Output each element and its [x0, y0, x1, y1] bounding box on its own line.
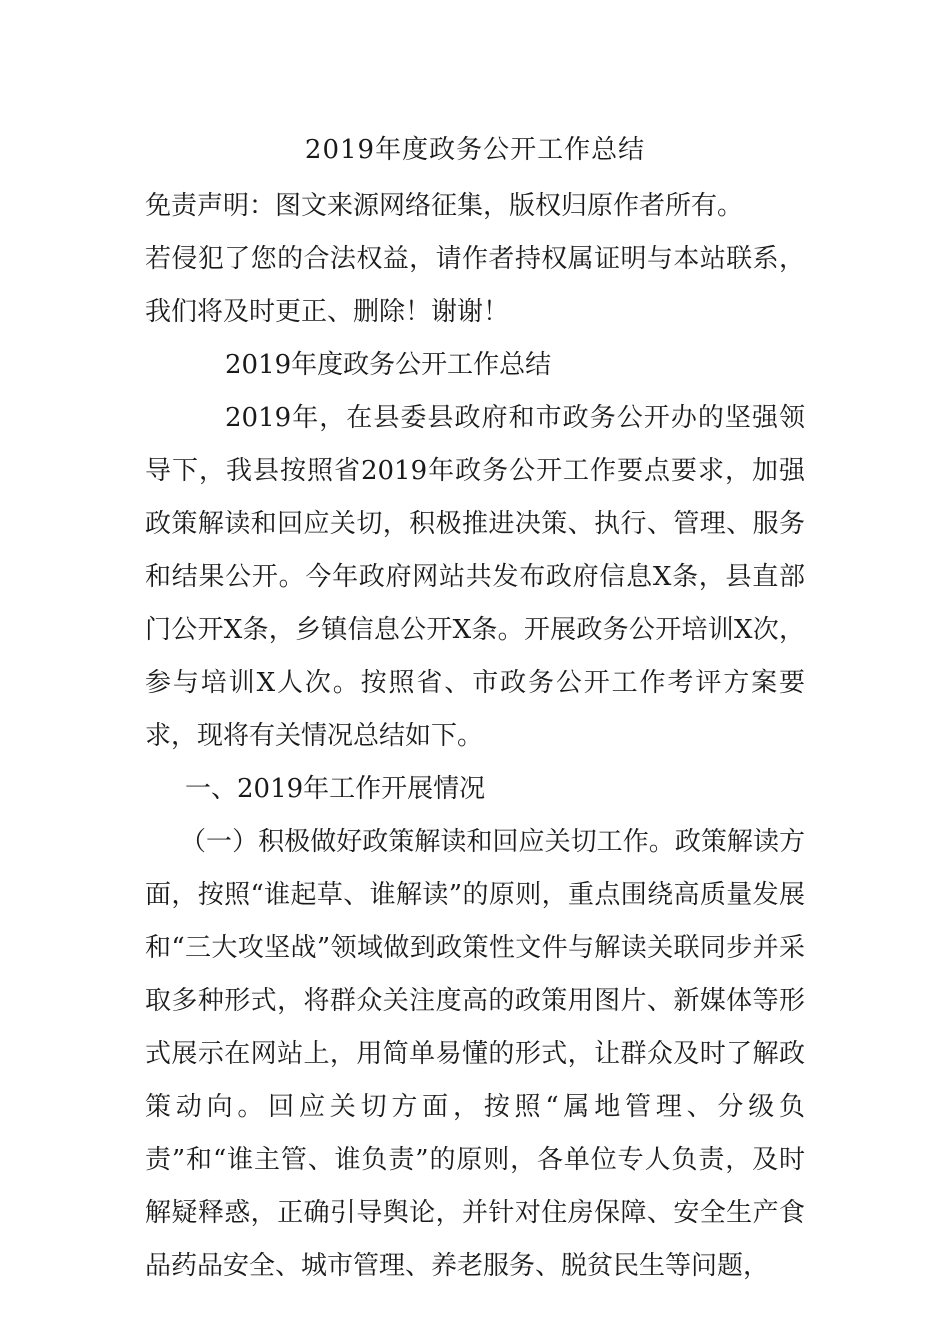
intro-paragraph: 2019年，在县委县政府和市政务公开办的坚强领导下，我县按照省2019年政务公开工作要点要求，加强政策解读和回应关切，积极推进决策、执行、管理、服务和结果公开。今年政府网站共发布政府信息X条，县直部门公开X条，乡镇信息公开X条。开展政务公开培训X次，参与培训X人次。按照省、市政务公开工作考评方案要求，现将有关情况总结如下。: [145, 403, 805, 751]
document-subtitle: 2019年度政务公开工作总结: [225, 350, 552, 380]
disclaimer-line-2: 若侵犯了您的合法权益，请作者持权属证明与本站联系，我们将及时更正、删除！谢谢！: [145, 244, 805, 327]
section-heading: 一、2019年工作开展情况: [185, 774, 486, 804]
document-body: [145, 180, 805, 1293]
document-title: 2019年度政务公开工作总结: [304, 135, 646, 165]
disclaimer-line-1: 免责声明：图文来源网络征集，版权归原作者所有。: [145, 191, 744, 221]
section-paragraph: （一）积极做好政策解读和回应关切工作。政策解读方面，按照“谁起草、谁解读”的原则，重点围绕高质量发展和“三大攻坚战”领域做到政策性文件与解读关联同步并采取多种形式，将群众关注度高的政策用图片、新媒体等形式展示在网站上，用简单易懂的形式，让群众及时了解政策动向。回应关切方面，按照“属地管理、分级负责”和“谁主管、谁负责”的原则，各单位专人负责，及时解疑释惑，正确引导舆论，并针对住房保障、安全生产食品药品安全、城市管理、养老服务、脱贫民生等问题，: [145, 827, 805, 1281]
